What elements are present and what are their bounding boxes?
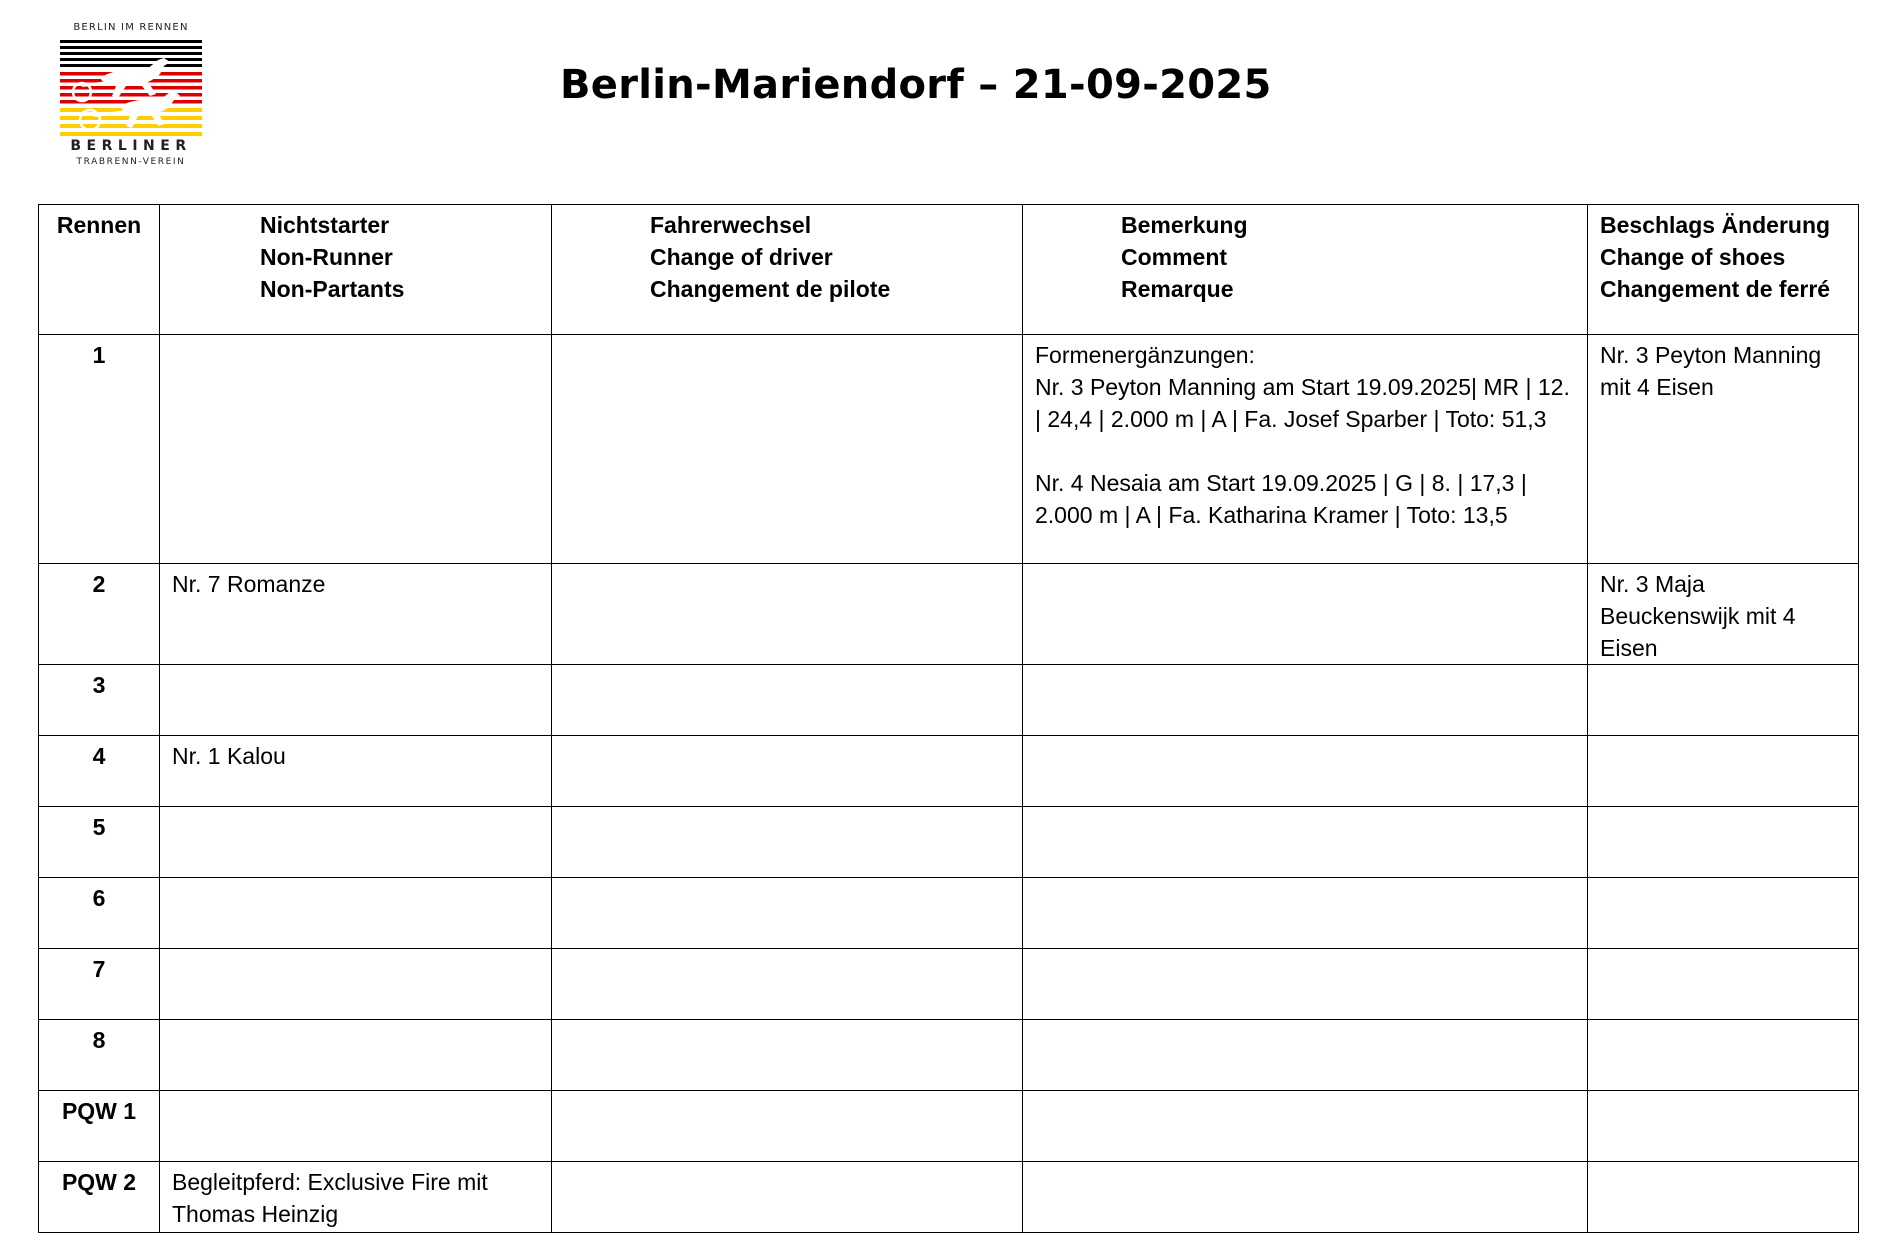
race-number: 6 <box>39 878 160 949</box>
table-row <box>39 1091 1859 1162</box>
non-runner-cell <box>160 665 552 736</box>
comment-cell: Formenergänzungen: Nr. 3 Peyton Manning am Start 19.09.2025| MR | 12. | 24,4 | 2.000 m | A | Fa. Josef Sparber | Toto: 51,3 Nr. 4 Nesaia am Start 19.09.2025 | G | 8. | 17,3 | 2.000 m | A | Fa. Katharina Kramer | Toto: 13,5 <box>1023 335 1588 564</box>
non-runner-cell <box>160 807 552 878</box>
shoes-change-cell: Nr. 3 Peyton Manning mit 4 Eisen <box>1588 335 1859 564</box>
header-non-runner-en: Non-Runner <box>260 244 393 270</box>
header-comment <box>1023 205 1588 335</box>
race-number: 7 <box>39 949 160 1020</box>
driver-change-cell <box>552 1091 1023 1162</box>
header-driver-change-de: Fahrerwechsel <box>650 212 812 238</box>
driver-change-cell <box>552 949 1023 1020</box>
shoes-change-cell <box>1588 665 1859 736</box>
header-comment-en: Comment <box>1121 244 1228 270</box>
non-runner-cell: Nr. 7 Romanze <box>160 564 552 665</box>
header-shoes-change-fr: Changement de ferré <box>1600 276 1831 302</box>
comment-cell <box>1023 1162 1588 1233</box>
table-row <box>39 807 1859 878</box>
header-driver-change-fr: Changement de pilote <box>650 276 891 302</box>
table-row <box>39 736 1859 807</box>
non-runner-cell: Begleitpferd: Exclusive Fire mit Thomas Heinzig <box>160 1162 552 1233</box>
table-header-row <box>39 205 1859 335</box>
comment-cell <box>1023 1091 1588 1162</box>
table-row <box>39 949 1859 1020</box>
non-runner-cell <box>160 1020 552 1091</box>
race-number: 8 <box>39 1020 160 1091</box>
table-row <box>39 665 1859 736</box>
header-comment-de: Bemerkung <box>1121 212 1248 238</box>
logo-sub-text: TRABRENN-VEREIN <box>76 157 186 167</box>
shoes-change-cell <box>1588 1091 1859 1162</box>
comment-cell <box>1023 949 1588 1020</box>
non-runner-cell <box>160 335 552 564</box>
trotting-horse-flag-icon <box>60 40 202 136</box>
comment-cell <box>1023 878 1588 949</box>
shoes-change-cell <box>1588 1162 1859 1233</box>
race-changes-table <box>38 204 1859 1233</box>
driver-change-cell <box>552 807 1023 878</box>
comment-cell <box>1023 736 1588 807</box>
shoes-change-cell <box>1588 949 1859 1020</box>
shoes-change-cell <box>1588 878 1859 949</box>
race-number: PQW 2 <box>39 1162 160 1233</box>
table-row <box>39 335 1859 564</box>
comment-cell <box>1023 807 1588 878</box>
shoes-change-cell <box>1588 1020 1859 1091</box>
race-number: 5 <box>39 807 160 878</box>
comment-cell <box>1023 1020 1588 1091</box>
driver-change-cell <box>552 878 1023 949</box>
comment-cell <box>1023 665 1588 736</box>
header-shoes-change <box>1588 205 1859 335</box>
driver-change-cell <box>552 736 1023 807</box>
shoes-change-cell: Nr. 3 Maja Beuckenswijk mit 4 Eisen <box>1588 564 1859 665</box>
non-runner-cell: Nr. 1 Kalou <box>160 736 552 807</box>
race-number: 3 <box>39 665 160 736</box>
driver-change-cell <box>552 1020 1023 1091</box>
driver-change-cell <box>552 665 1023 736</box>
logo-top-text: BERLIN IM RENNEN <box>73 22 189 33</box>
non-runner-cell <box>160 878 552 949</box>
non-runner-cell <box>160 1091 552 1162</box>
table-row <box>39 1020 1859 1091</box>
header-non-runner-de: Nichtstarter <box>260 212 390 238</box>
shoes-change-cell <box>1588 736 1859 807</box>
non-runner-cell <box>160 949 552 1020</box>
logo-bottom-text: BERLINER <box>70 138 192 154</box>
shoes-change-cell <box>1588 807 1859 878</box>
header-race-label: Rennen <box>56 212 142 238</box>
header-shoes-change-en: Change of shoes <box>1600 244 1786 270</box>
header-race <box>39 205 160 335</box>
race-number: 2 <box>39 564 160 665</box>
driver-change-cell <box>552 1162 1023 1233</box>
driver-change-cell <box>552 335 1023 564</box>
comment-cell <box>1023 564 1588 665</box>
header-shoes-change-de: Beschlags Änderung <box>1600 212 1831 238</box>
header-driver-change <box>552 205 1023 335</box>
page-title: Berlin-Mariendorf – 21-09-2025 <box>560 62 1272 108</box>
race-number: 4 <box>39 736 160 807</box>
race-number: PQW 1 <box>39 1091 160 1162</box>
header-comment-fr: Remarque <box>1121 276 1234 302</box>
table-row <box>39 878 1859 949</box>
driver-change-cell <box>552 564 1023 665</box>
header-non-runner <box>160 205 552 335</box>
race-number: 1 <box>39 335 160 564</box>
table-row <box>39 1162 1859 1233</box>
header-non-runner-fr: Non-Partants <box>260 276 405 302</box>
berliner-trabrenn-verein-logo <box>58 22 204 172</box>
table-row <box>39 564 1859 665</box>
header-driver-change-en: Change of driver <box>650 244 833 270</box>
